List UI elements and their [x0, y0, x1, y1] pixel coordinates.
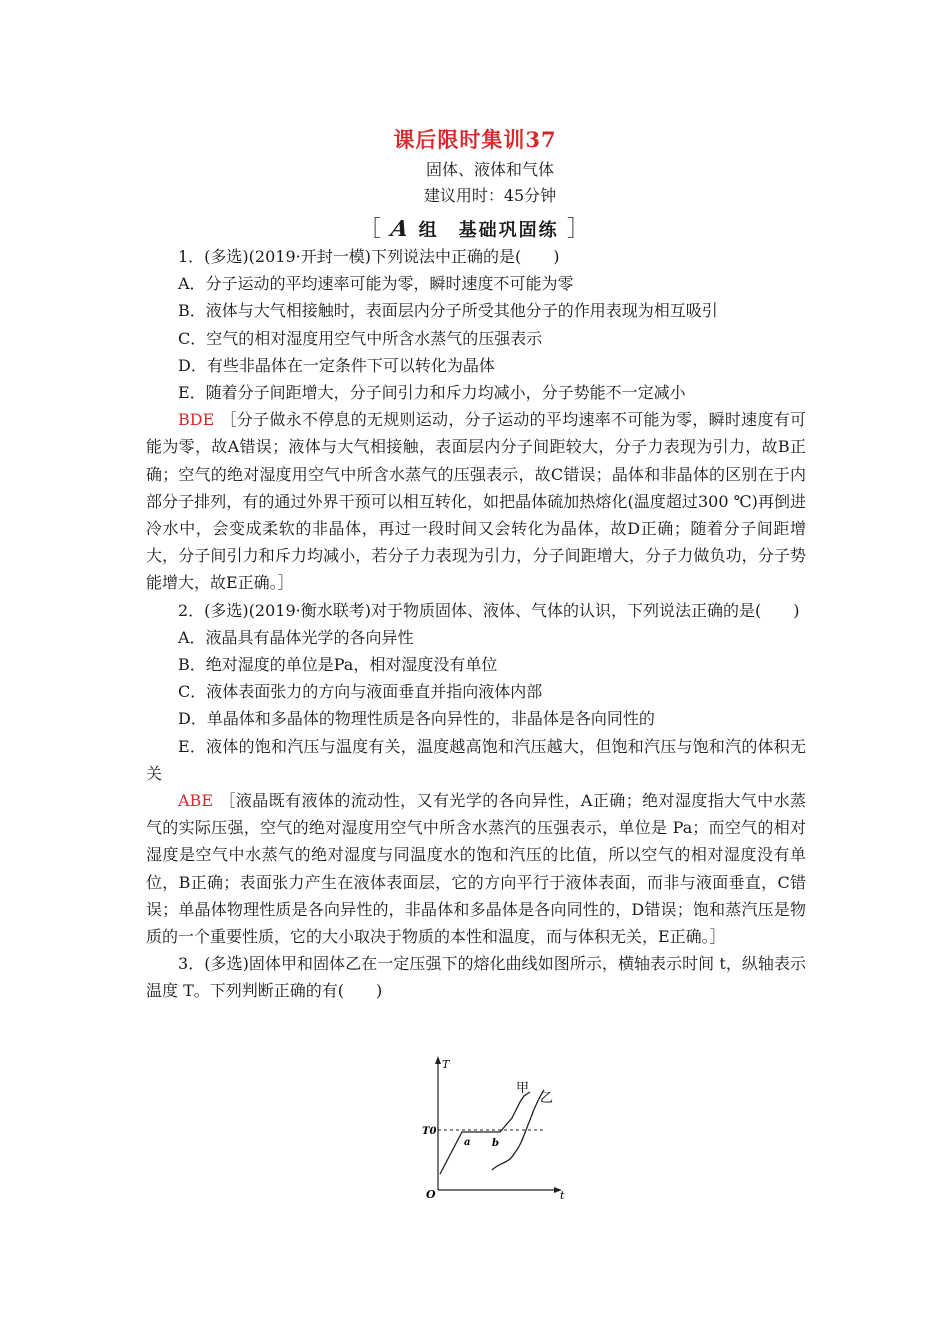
- origin-label: O: [426, 1188, 436, 1200]
- axis-x-label: t: [560, 1189, 565, 1200]
- q1-option-c: C．空气的相对湿度用空气中所含水蒸气的压强表示: [178, 328, 543, 348]
- label-jia: 甲: [516, 1081, 530, 1096]
- q2-explanation-block: [146, 787, 806, 950]
- q2-option-b: B．绝对湿度的单位是Pa，相对湿度没有单位: [178, 655, 498, 675]
- q2-answer: ABE: [178, 791, 213, 811]
- q1-option-a: A．分子运动的平均速率可能为零，瞬时速度不可能为零: [178, 274, 574, 294]
- q1-option-e: E．随着分子间距增大，分子间引力和斥力均减小，分子势能不一定减小: [178, 383, 686, 403]
- q2-option-d: D．单晶体和多晶体的物理性质是各向异性的，非晶体是各向同性的: [178, 709, 655, 729]
- q3-stem: 3．(多选)固体甲和固体乙在一定压强下的熔化曲线如图所示，横轴表示时间 t，纵轴表示温度 T。下列判断正确的有( ): [146, 954, 806, 1001]
- page-subtitle: 固体、液体和气体: [425, 160, 554, 179]
- q1-explanation: ［分子做永不停息的无规则运动，分子运动的平均速率不可能为零，瞬时速度有可能为零，故A错误；液体与大气相接触，表面层内分子间距较大，分子力表现为引力，故B正确；空气的绝对湿度用空气中所含水蒸气的压强表示，故C错误；晶体和非晶体的区别在于内部分子排列，有的通过外界干预可以相互转化，如把晶体硫加热熔化(温度超过300 ℃)再倒进冷水中，会变成柔软的非晶体，再过一段时间又会转化为晶体，故D正确；随着分子间距增大，分子间引力和斥力均减小，若分子力表现为引力，分子间距增大，分子力做负功，分子势能增大，故E正确。］: [146, 410, 806, 593]
- label-b: b: [492, 1138, 499, 1149]
- bracket-open: ［: [359, 217, 384, 242]
- q1-explanation-block: [146, 406, 806, 596]
- q2-stem: 2．(多选)(2019·衡水联考)对于物质固体、液体、气体的认识，下列说法正确的是( ): [178, 600, 800, 620]
- t0-label: T0: [422, 1126, 437, 1137]
- label-a: a: [464, 1137, 471, 1148]
- label-yi: 乙: [540, 1091, 554, 1106]
- page-title: 课后限时集训37: [393, 127, 557, 152]
- q2-option-a: A．液晶具有晶体光学的各向异性: [178, 627, 414, 647]
- q2-option-c: C．液体表面张力的方向与液面垂直并指向液体内部: [178, 682, 543, 702]
- group-badge: A: [389, 216, 413, 242]
- curve-jia: [440, 1092, 530, 1174]
- q1-answer: BDE: [178, 410, 215, 430]
- y-axis-arrow: [435, 1056, 441, 1064]
- axis-y-label: T: [442, 1058, 450, 1071]
- bracket-close: ］: [566, 217, 591, 242]
- q2-option-e: E．液体的饱和汽压与温度有关，温度越高饱和汽压越大，但饱和汽压与饱和汽的体积无关: [146, 736, 806, 783]
- melting-curve-figure: [416, 1052, 576, 1200]
- q1-option-d: D．有些非晶体在一定条件下可以转化为晶体: [178, 355, 495, 375]
- group-heading: [0, 212, 950, 243]
- question-body: [146, 243, 806, 1005]
- group-label: 组 基础巩固练: [418, 220, 559, 241]
- q1-stem: 1．(多选)(2019·开封一模)下列说法中正确的是( ): [178, 247, 560, 266]
- q2-explanation: ［液晶既有液体的流动性，又有光学的各向异性，A正确；绝对湿度指大气中水蒸气的实际压强，空气的绝对湿度用空气中所含水蒸汽的压强表示，单位是 Pa；而空气的相对湿度是空气中水蒸气的绝对湿度与同温度水的饱和汽压的比值，所以空气的相对湿度没有单位，B正确；表面张力产生在液体表面层，它的方向平行于液体表面，而非与液面垂直，C错误；单晶体物理性质是各向异性的，非晶体和多晶体是各向同性的，D错误；饱和蒸汽压是物质的一个重要性质，它的大小取决于物质的本性和温度，而与体积无关，E正确。］: [146, 791, 806, 947]
- suggested-time: 建议用时：45分钟: [423, 186, 557, 205]
- q1-option-b: B．液体与大气相接触时，表面层内分子所受其他分子的作用表现为相互吸引: [178, 301, 718, 321]
- melting-curve-svg: [416, 1052, 576, 1200]
